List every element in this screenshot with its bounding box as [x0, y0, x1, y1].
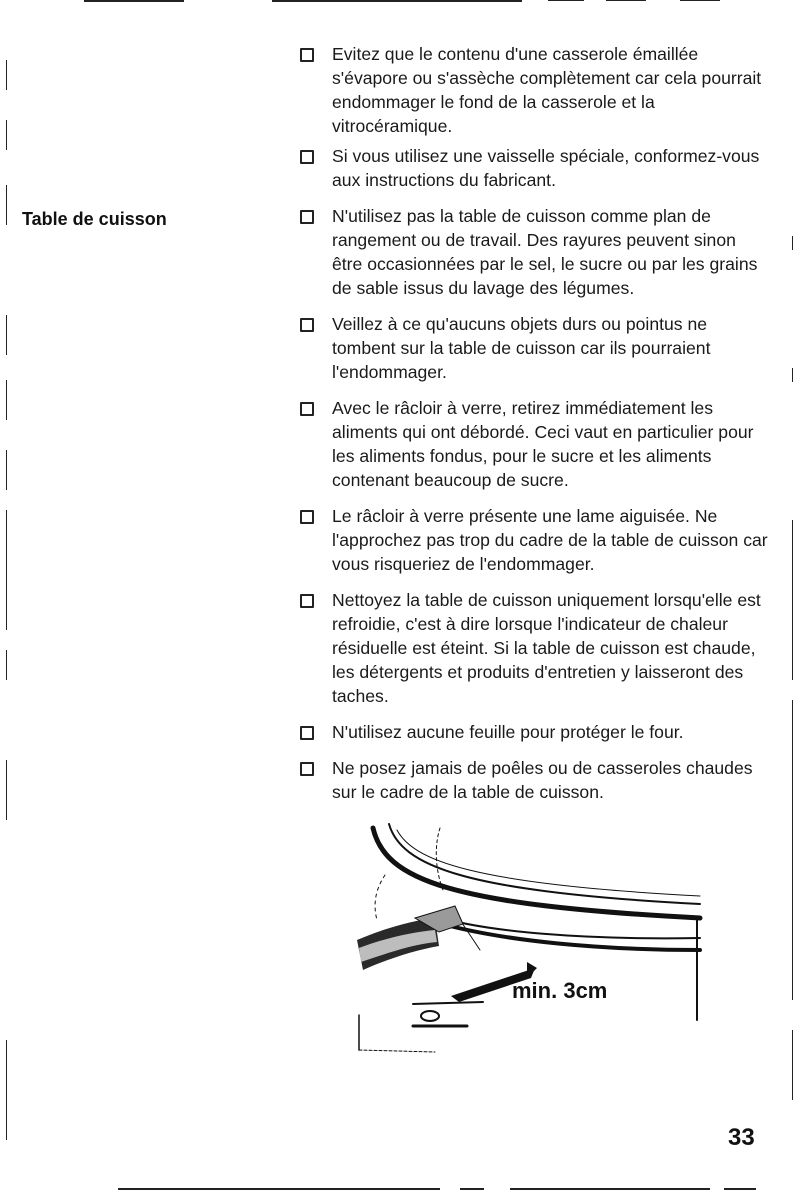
- distance-label: min. 3cm: [512, 978, 608, 1003]
- list-item: [300, 312, 770, 384]
- scan-line-left-4: [6, 315, 7, 355]
- list-item-text: Veillez à ce qu'aucuns objets durs ou pointus ne tombent sur la table de cuisson car ils pourraient l'endommager.: [332, 314, 711, 382]
- scan-line-left-3: [6, 185, 7, 225]
- list-item-text: N'utilisez aucune feuille pour protéger le four.: [332, 722, 684, 742]
- scan-line-bottom-2: [460, 1188, 484, 1190]
- scan-line-left-10: [6, 1040, 7, 1140]
- scan-line-left-5: [6, 380, 7, 420]
- list-item: [300, 756, 770, 804]
- list-item-text: Avec le râcloir à verre, retirez immédiatement les aliments qui ont débordé. Ceci vaut en particulier pour les aliments fondus, pour le sucre et les aliments contenant beaucoup de sucre.: [332, 398, 754, 490]
- list-item: [300, 504, 770, 576]
- scan-line-right-5: [792, 1030, 793, 1100]
- scan-line-right-1: [792, 236, 793, 250]
- scan-line-right-2: [792, 368, 793, 382]
- checkbox-bullet-icon: [300, 726, 314, 740]
- scan-line-top-4: [606, 0, 646, 1]
- scan-line-bottom-1: [118, 1188, 440, 1190]
- scan-line-left-6: [6, 450, 7, 490]
- list-item: [300, 588, 770, 708]
- list-item: [300, 144, 770, 192]
- list-item-text: Si vous utilisez une vaisselle spéciale, conformez-vous aux instructions du fabricant.: [332, 146, 760, 190]
- list-item-text: Ne posez jamais de poêles ou de casseroles chaudes sur le cadre de la table de cuisson.: [332, 758, 753, 802]
- list-item: [300, 720, 770, 744]
- instruction-list: [300, 42, 770, 804]
- scan-line-right-4: [792, 700, 793, 1000]
- list-item-text: Evitez que le contenu d'une casserole émaillée s'évapore ou s'assèche complètement car cela pourrait endommager le fond de la casserole et la vitrocéramique.: [332, 44, 762, 136]
- checkbox-bullet-icon: [300, 318, 314, 332]
- checkbox-bullet-icon: [300, 150, 314, 164]
- scan-line-top-3: [548, 0, 584, 1]
- checkbox-bullet-icon: [300, 594, 314, 608]
- scan-line-top-1: [84, 0, 184, 2]
- checkbox-bullet-icon: [300, 48, 314, 62]
- pan-distance-illustration: [355, 820, 705, 1060]
- list-item: [300, 396, 770, 492]
- pan-distance-drawing: [355, 820, 705, 1060]
- scan-line-bottom-3: [510, 1188, 710, 1190]
- scan-line-right-3: [792, 520, 793, 680]
- scan-line-left-1: [6, 60, 7, 90]
- scan-line-left-2: [6, 120, 7, 150]
- list-item: [300, 42, 770, 138]
- list-item-text: N'utilisez pas la table de cuisson comme plan de rangement ou de travail. Des rayures peuvent sinon être occasionnées par le sel, le sucre ou par les grains de sable issus du lavage des légumes.: [332, 206, 758, 298]
- scan-line-top-2: [272, 0, 522, 2]
- list-item-text: Le râcloir à verre présente une lame aiguisée. Ne l'approchez pas trop du cadre de la table de cuisson car vous risqueriez de l'endommager.: [332, 506, 768, 574]
- scan-line-top-5: [680, 0, 720, 1]
- checkbox-bullet-icon: [300, 762, 314, 776]
- scan-line-left-9: [6, 760, 7, 820]
- scan-line-left-7: [6, 510, 7, 630]
- checkbox-bullet-icon: [300, 510, 314, 524]
- checkbox-bullet-icon: [300, 210, 314, 224]
- scan-line-left-8: [6, 650, 7, 680]
- list-item: [300, 204, 770, 300]
- checkbox-bullet-icon: [300, 402, 314, 416]
- page-number: 33: [728, 1124, 755, 1151]
- section-title: Table de cuisson: [22, 209, 167, 229]
- scan-line-bottom-4: [724, 1188, 756, 1190]
- list-item-text: Nettoyez la table de cuisson uniquement lorsqu'elle est refroidie, c'est à dire lorsque l'indicateur de chaleur résiduelle est éteint. Si la table de cuisson est chaude, les détergents et produits d'entretien y laisseront des taches.: [332, 590, 761, 706]
